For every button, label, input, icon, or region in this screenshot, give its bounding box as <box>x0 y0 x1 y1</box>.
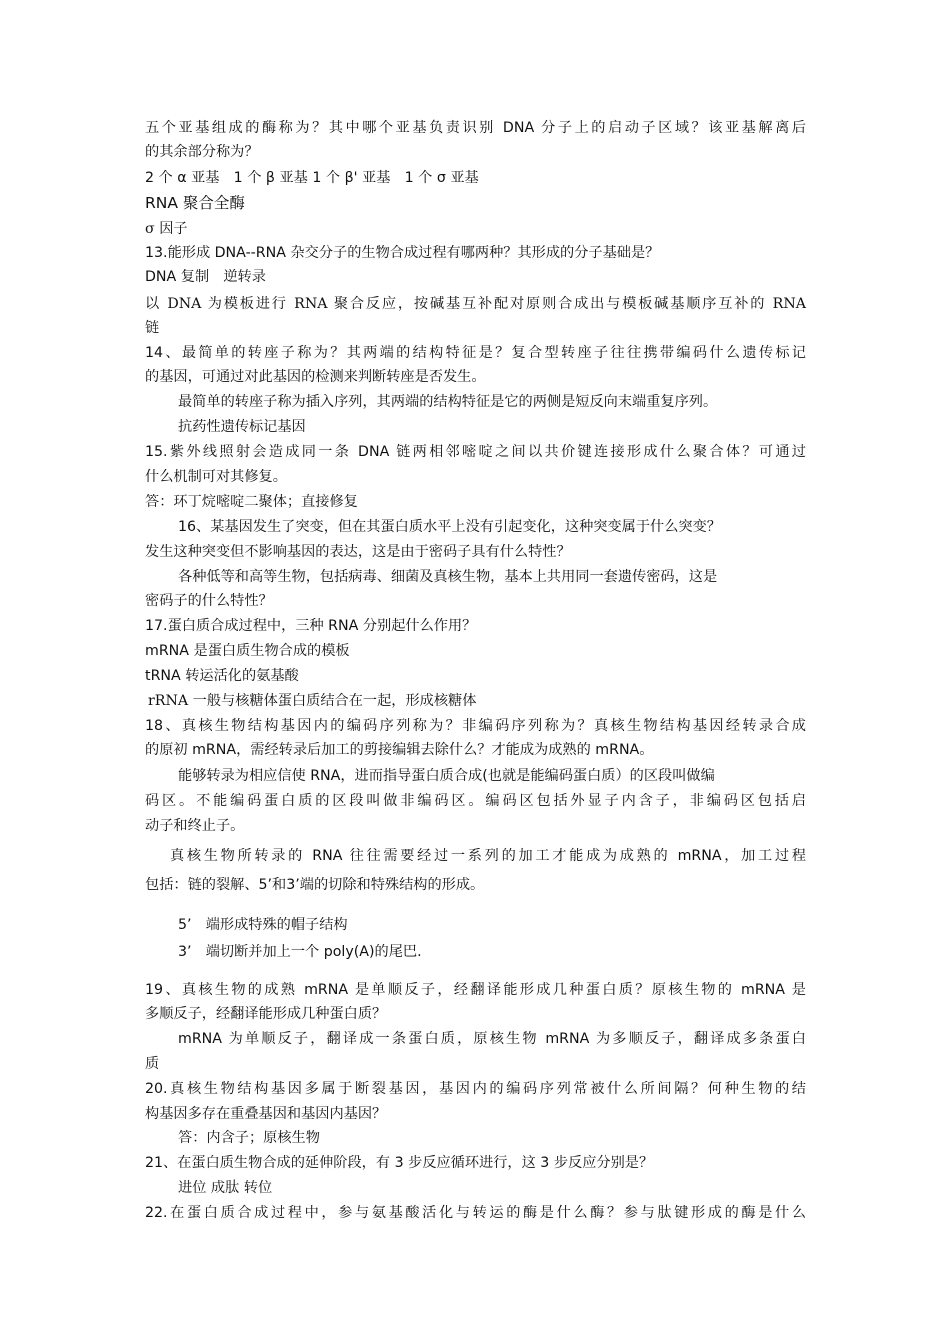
question-18-line-2: 的原初 mRNA，需经转录后加工的剪接编辑去除什么？才能成为成熟的 mRNA。 <box>145 742 654 758</box>
question-14-line-1: 14、最简单的转座子称为？其两端的结构特征是？复合型转座子往往携带编码什么遗传标记 <box>145 345 806 361</box>
answer-19-line-1: mRNA 为单顺反子，翻译成一条蛋白质，原核生物 mRNA 为多顺反子，翻译成多条蛋白 <box>178 1031 806 1047</box>
question-16-line-3: 各种低等和高等生物，包括病毒、细菌及真核生物，基本上共用同一套遗传密码，这是 <box>178 569 718 585</box>
question-20-line-2: 构基因多存在重叠基因和基因内基因？ <box>145 1106 387 1122</box>
answer-14-insertion-sequence: 最简单的转座子称为插入序列，其两端的结构特征是它的两侧是短反向末端重复序列。 <box>178 394 718 410</box>
answer-18-processing-line-1: 真核生物所转录的 RNA 往往需要经过一系列的加工才能成为成熟的 mRNA，加工过程 <box>170 848 806 864</box>
answer-18-three-prime-polya: 3’ 端切断并加上一个 poly(A)的尾巴. <box>178 944 422 960</box>
question-18-line-1: 18、真核生物结构基因内的编码序列称为？非编码序列称为？真核生物结构基因经转录合成 <box>145 718 806 734</box>
question-14-line-2: 的基因，可通过对此基因的检测来判断转座是否发生。 <box>145 369 486 385</box>
answer-17-mrna: mRNA 是蛋白质生物合成的模板 <box>145 643 350 659</box>
answer-17-rrna: rRNA 一般与核糖体蛋白质结合在一起，形成核糖体 <box>148 693 477 709</box>
question-19-line-2: 多顺反子，经翻译能形成几种蛋白质？ <box>145 1006 387 1022</box>
answer-12-subunits: 2 个 α 亚基 1 个 β 亚基 1 个 β' 亚基 1 个 σ 亚基 <box>145 170 479 186</box>
answer-13-basis-line-1: 以 DNA 为模板进行 RNA 聚合反应，按碱基互补配对原则合成出与模板碱基顺序互补的 RNA <box>145 296 806 312</box>
question-15-line-2: 什么机制可对其修复。 <box>145 469 287 485</box>
question-12-line-1: 五个亚基组成的酶称为？其中哪个亚基负责识别 DNA 分子上的启动子区域？该亚基解离后 <box>145 120 806 136</box>
answer-21: 进位 成肽 转位 <box>178 1180 273 1196</box>
question-19-line-1: 19、真核生物的成熟 mRNA 是单顺反子，经翻译能形成几种蛋白质？原核生物的 mRNA 是 <box>145 982 806 998</box>
answer-15: 答：环丁烷嘧啶二聚体；直接修复 <box>145 494 358 510</box>
question-12-line-2: 的其余部分称为？ <box>145 144 259 160</box>
question-16-line-1: 16、某基因发生了突变，但在其蛋白质水平上没有引起变化，这种突变属于什么突变？ <box>178 519 721 535</box>
answer-17-trna: tRNA 转运活化的氨基酸 <box>145 668 299 684</box>
answer-13-basis-line-2: 链 <box>145 320 160 336</box>
answer-20: 答：内含子；原核生物 <box>178 1130 320 1146</box>
answer-18-five-prime-cap: 5’ 端形成特殊的帽子结构 <box>178 917 348 933</box>
question-17: 17.蛋白质合成过程中，三种 RNA 分别起什么作用？ <box>145 618 477 634</box>
question-22-line-1: 22.在蛋白质合成过程中，参与氨基酸活化与转运的酶是什么酶？参与肽键形成的酶是什么 <box>145 1205 806 1221</box>
answer-12-holoenzyme: RNA 聚合全酶 <box>145 194 245 212</box>
question-15-line-1: 15.紫外线照射会造成同一条 DNA 链两相邻嘧啶之间以共价键连接形成什么聚合体？可通过 <box>145 444 806 460</box>
question-21: 21、在蛋白质生物合成的延伸阶段，有 3 步反应循环进行，这 3 步反应分别是？ <box>145 1155 654 1171</box>
question-13: 13.能形成 DNA--RNA 杂交分子的生物合成过程有哪两种？其形成的分子基础是？ <box>145 245 660 261</box>
answer-13-processes: DNA 复制 逆转录 <box>145 269 266 285</box>
answer-18-processing-line-2: 包括：链的裂解、5’和3’端的切除和特殊结构的形成。 <box>145 877 485 893</box>
answer-14-marker-gene: 抗药性遗传标记基因 <box>178 419 306 435</box>
answer-19-line-2: 质 <box>145 1056 160 1072</box>
question-16-line-2: 发生这种突变但不影响基因的表达，这是由于密码子具有什么特性？ <box>145 544 571 560</box>
question-20-line-1: 20.真核生物结构基因多属于断裂基因，基因内的编码序列常被什么所间隔？何种生物的结 <box>145 1081 806 1097</box>
answer-18-line-2: 码区。不能编码蛋白质的区段叫做非编码区。编码区包括外显子内含子，非编码区包括启 <box>145 793 806 809</box>
answer-18-line-1: 能够转录为相应信使 RNA，进而指导蛋白质合成(也就是能编码蛋白质）的区段叫做编 <box>178 768 715 784</box>
answer-12-sigma-factor: σ 因子 <box>145 221 188 237</box>
answer-18-line-3: 动子和终止子。 <box>145 818 245 834</box>
question-16-line-4: 密码子的什么特性？ <box>145 593 273 609</box>
